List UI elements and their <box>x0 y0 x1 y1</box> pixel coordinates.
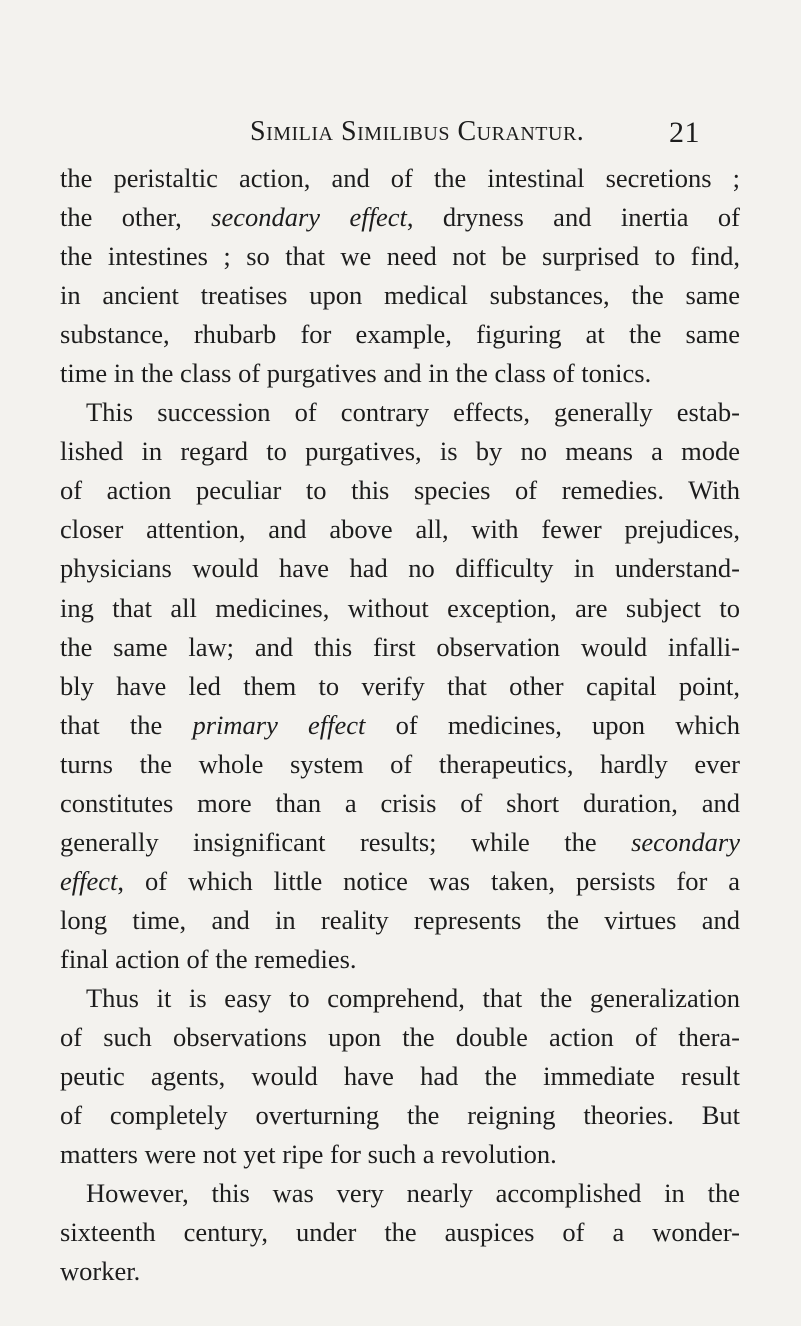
emphasis: primary effect <box>192 709 366 740</box>
text-line: the intestines ; so that we need not be surprised to find, <box>60 241 740 272</box>
text-line: time in the class of purgatives and in the class of tonics. <box>60 358 652 389</box>
text-line: in ancient treatises upon medical substances, the same <box>60 280 740 311</box>
text-line: effect, of which little notice was taken, persists for a <box>60 865 740 896</box>
text-line: of action peculiar to this species of remedies. With <box>60 475 740 506</box>
running-header <box>250 116 700 156</box>
text-line: sixteenth century, under the auspices of a wonder- <box>60 1217 740 1248</box>
running-title: Similia Similibus Curantur. <box>250 116 585 147</box>
text-line: the peristaltic action, and of the intestinal secretions ; <box>60 163 740 193</box>
text-line: long time, and in reality represents the virtues and <box>60 904 740 935</box>
text-line: lished in regard to purgatives, is by no means a mode <box>60 436 740 467</box>
text-line: worker. <box>60 1256 141 1287</box>
text-line: peutic agents, would have had the immediate result <box>60 1061 740 1092</box>
text-line: constitutes more than a crisis of short duration, and <box>60 787 740 818</box>
text-line: final action of the remedies. <box>60 943 357 974</box>
text-line: the same law; and this first observation would infalli- <box>60 631 740 662</box>
text-line: the other, secondary effect, dryness and inertia of <box>60 202 740 233</box>
text-line: ing that all medicines, without exception, are subject to <box>60 592 740 623</box>
text-line: Thus it is easy to comprehend, that the generalization <box>86 982 740 1013</box>
emphasis: secondary effect <box>211 202 407 233</box>
text-line: generally insignificant results; while the secondary <box>60 826 740 857</box>
emphasis: secondary <box>631 826 740 857</box>
emphasis: effect <box>60 865 118 896</box>
text-line: bly have led them to verify that other capital point, <box>60 670 740 701</box>
text-line: of such observations upon the double action of thera- <box>60 1022 740 1053</box>
text-line: This succession of contrary effects, generally estab- <box>86 397 740 428</box>
text-line: that the primary effect of medicines, upon which <box>60 709 740 740</box>
text-line: physicians would have had no difficulty in understand- <box>60 553 740 584</box>
text-line: of completely overturning the reigning theories. But <box>60 1100 740 1131</box>
text-line: substance, rhubarb for example, figuring at the same <box>60 319 740 350</box>
text-line: closer attention, and above all, with fewer prejudices, <box>60 514 740 545</box>
text-line: However, this was very nearly accomplished in the <box>86 1178 740 1209</box>
text-line: turns the whole system of therapeutics, hardly ever <box>60 748 740 779</box>
body-text <box>60 159 740 1291</box>
page-number: 21 <box>669 116 700 149</box>
text-line: matters were not yet ripe for such a revolution. <box>60 1139 557 1170</box>
